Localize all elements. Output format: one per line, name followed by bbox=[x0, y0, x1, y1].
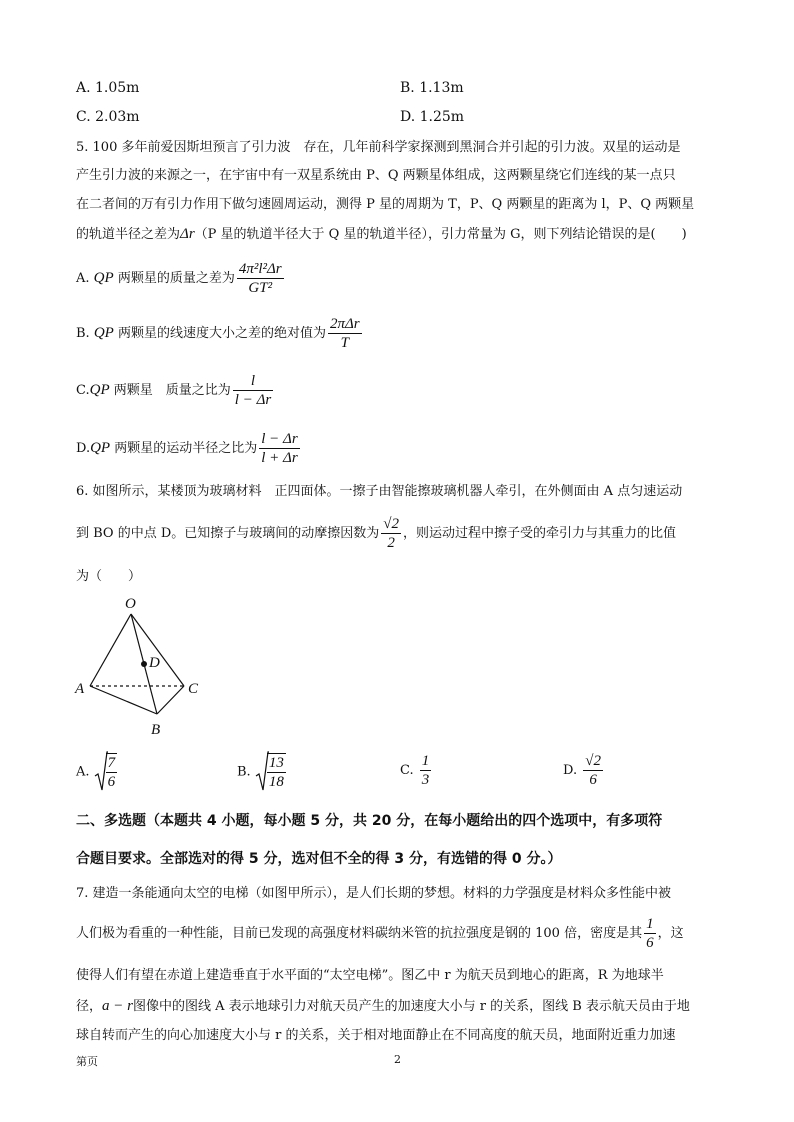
q6-option-b bbox=[237, 750, 288, 794]
q5-option-a-fraction bbox=[237, 260, 284, 297]
q5-line-3: 在二者间的万有引力作用下做匀速圆周运动，测得 P 星的周期为 T，P、Q 两颗星的距离为 l，P、Q 两颗星 bbox=[76, 197, 695, 212]
q6-option-a-prefix: A. bbox=[76, 764, 90, 780]
q6-mu-denominator: 2 bbox=[387, 535, 395, 551]
q5-option-b-var: QP bbox=[93, 325, 114, 341]
q5-option-d bbox=[76, 428, 302, 469]
q6-mu-numerator: √2 bbox=[383, 516, 400, 532]
q5-option-c-denominator: l − Δr bbox=[234, 392, 272, 408]
edge-cb bbox=[157, 686, 184, 714]
q5-option-a-numerator: 4π²l²Δr bbox=[238, 261, 282, 277]
q5-line-4-a: 的轨道半径之差为 bbox=[76, 227, 181, 242]
q6-option-c bbox=[400, 752, 433, 789]
q6-option-b-numerator: 13 bbox=[268, 755, 284, 771]
label-a: A bbox=[75, 681, 85, 697]
edge-ab bbox=[90, 686, 157, 714]
q7-line-3: 使得人们有望在赤道上建造垂直于水平面的“太空电梯”。图乙中 r 为航天员到地心的距离，R 为地球半 bbox=[76, 968, 664, 983]
q6-option-d-numerator: √2 bbox=[585, 753, 601, 769]
q6-option-d-denominator: 6 bbox=[589, 772, 597, 788]
q5-line-2: 产生引力波的来源之一，在宇宙中有一双星系统由 P、Q 两颗星体组成，这两颗星绕它们连线的某一点只 bbox=[76, 168, 676, 183]
q5-delta-r: Δr bbox=[180, 226, 195, 242]
q6-line-2 bbox=[76, 512, 676, 556]
q6-option-a bbox=[76, 750, 119, 794]
q5-option-d-prefix: D. bbox=[76, 441, 91, 456]
footer-label: 第页 bbox=[76, 1055, 98, 1068]
q6-option-a-fraction bbox=[106, 753, 118, 791]
q4-option-c: C. 2.03m bbox=[76, 109, 140, 125]
q7-a-r-variable: a − r bbox=[102, 998, 133, 1014]
edge-oa bbox=[90, 614, 131, 686]
q7-line-2-b: ，这 bbox=[657, 926, 684, 941]
q7-line-4 bbox=[76, 996, 690, 1017]
q7-line-5: 球自转而产生的向心加速度大小与 r 的关系，关于相对地面静止在不同高度的航天员，地面附近重力加速 bbox=[76, 1028, 676, 1043]
q5-option-a-var: QP bbox=[93, 270, 114, 286]
q6-option-d bbox=[563, 752, 605, 789]
q6-option-d-fraction bbox=[583, 752, 603, 789]
tetrahedron-figure bbox=[70, 592, 220, 740]
q5-option-a-denominator: GT² bbox=[248, 280, 273, 296]
q4-option-d: D. 1.25m bbox=[400, 109, 465, 125]
q6-option-d-prefix: D. bbox=[563, 763, 578, 778]
edge-oc bbox=[131, 614, 184, 686]
q5-option-d-numerator: l − Δr bbox=[261, 431, 298, 447]
q5-option-c-text: 两颗星 质量之比为 bbox=[113, 383, 231, 398]
q7-density-denominator: 6 bbox=[646, 935, 654, 951]
page-number: 2 bbox=[394, 1053, 401, 1066]
section-2-heading-line-2: 合题目要求。全部选对的得 5 分，选对但不全的得 3 分，有选错的得 0 分。） bbox=[76, 851, 562, 867]
q6-option-a-numerator: 7 bbox=[107, 755, 116, 771]
q5-option-d-text: 两颗星的运动半径之比为 bbox=[114, 441, 258, 456]
q7-density-numerator: 1 bbox=[646, 916, 654, 932]
label-d: D bbox=[149, 655, 160, 671]
point-d bbox=[141, 661, 147, 667]
q5-option-b-prefix: B. bbox=[76, 326, 90, 341]
q6-option-c-prefix: C. bbox=[400, 763, 414, 778]
q7-line-4-b: 图像中的图线 A 表示地球引力对航天员产生的加速度大小与 r 的关系，图线 B 表示航天员由于地 bbox=[132, 999, 690, 1014]
q5-option-d-var: QP bbox=[90, 440, 111, 456]
q4-option-b: B. 1.13m bbox=[400, 80, 464, 96]
q5-option-a-text: 两颗星的质量之差为 bbox=[117, 271, 235, 286]
q6-line-3: 为（ ） bbox=[76, 569, 142, 584]
q5-option-c-prefix: C. bbox=[76, 383, 90, 398]
q6-option-b-fraction bbox=[267, 753, 286, 791]
q6-option-b-denominator: 18 bbox=[268, 774, 284, 790]
q4-option-a: A. 1.05m bbox=[76, 80, 140, 96]
q7-density-fraction bbox=[644, 915, 656, 952]
q7-line-1: 7. 建造一条能通向太空的电梯（如图甲所示），是人们长期的梦想。材料的力学强度是材料众多性能中被 bbox=[76, 886, 672, 901]
q6-option-c-denominator: 3 bbox=[421, 772, 430, 788]
q5-option-d-denominator: l + Δr bbox=[261, 450, 298, 466]
q6-option-b-prefix: B. bbox=[237, 764, 251, 780]
q5-option-b-fraction bbox=[328, 315, 362, 352]
q5-option-b-numerator: 2πΔr bbox=[329, 316, 360, 332]
q5-option-d-fraction bbox=[259, 430, 299, 467]
q6-option-c-fraction bbox=[420, 752, 432, 789]
q6-line-2-b: ，则运动过程中擦子受的牵引力与其重力的比值 bbox=[403, 526, 677, 541]
q5-line-1: 5. 100 多年前爱因斯坦预言了引力波 存在，几年前科学家探测到黑洞合并引起的引力波。双星的运动是 bbox=[76, 140, 681, 155]
q5-option-c-numerator: l bbox=[233, 372, 273, 391]
q5-option-b-text: 两颗星的线速度大小之差的绝对值为 bbox=[117, 326, 326, 341]
q7-line-4-a: 径， bbox=[76, 999, 103, 1014]
label-b: B bbox=[151, 722, 161, 738]
q5-option-b bbox=[76, 313, 364, 354]
label-o: O bbox=[125, 596, 136, 612]
q5-option-c-fraction bbox=[233, 372, 273, 409]
q5-option-c-var: QP bbox=[89, 382, 110, 398]
q5-option-c bbox=[76, 370, 275, 411]
q6-line-1: 6. 如图所示，某楼顶为玻璃材料 正四面体。一擦子由智能擦玻璃机器人牵引，在外侧面由 A 点匀速运动 bbox=[76, 484, 683, 499]
q7-line-2-a: 人们极为看重的一种性能，目前已发现的高强度材料碳纳米管的抗拉强度是钢的 100 倍，密度是其 bbox=[76, 926, 643, 941]
q7-line-2 bbox=[76, 912, 684, 956]
q6-line-2-a: 到 BO 的中点 D。已知擦子与玻璃间的动摩擦因数为 bbox=[76, 526, 380, 541]
q5-option-b-denominator: T bbox=[340, 335, 349, 351]
q6-option-a-denominator: 6 bbox=[107, 774, 116, 790]
q5-line-4 bbox=[76, 224, 687, 245]
section-2-heading-line-1: 二、多选题（本题共 4 小题，每小题 5 分，共 20 分，在每小题给出的四个选项中，有多项符 bbox=[76, 813, 663, 829]
q5-line-4-c: （P 星的轨道半径大于 Q 星的轨道半径），引力常量为 G，则下列结论错误的是( ) bbox=[194, 227, 687, 242]
q5-option-a bbox=[76, 258, 286, 299]
q6-mu-fraction bbox=[381, 515, 401, 552]
label-c: C bbox=[188, 681, 199, 697]
q6-option-c-numerator: 1 bbox=[421, 753, 430, 769]
q5-option-a-prefix: A. bbox=[76, 271, 90, 286]
